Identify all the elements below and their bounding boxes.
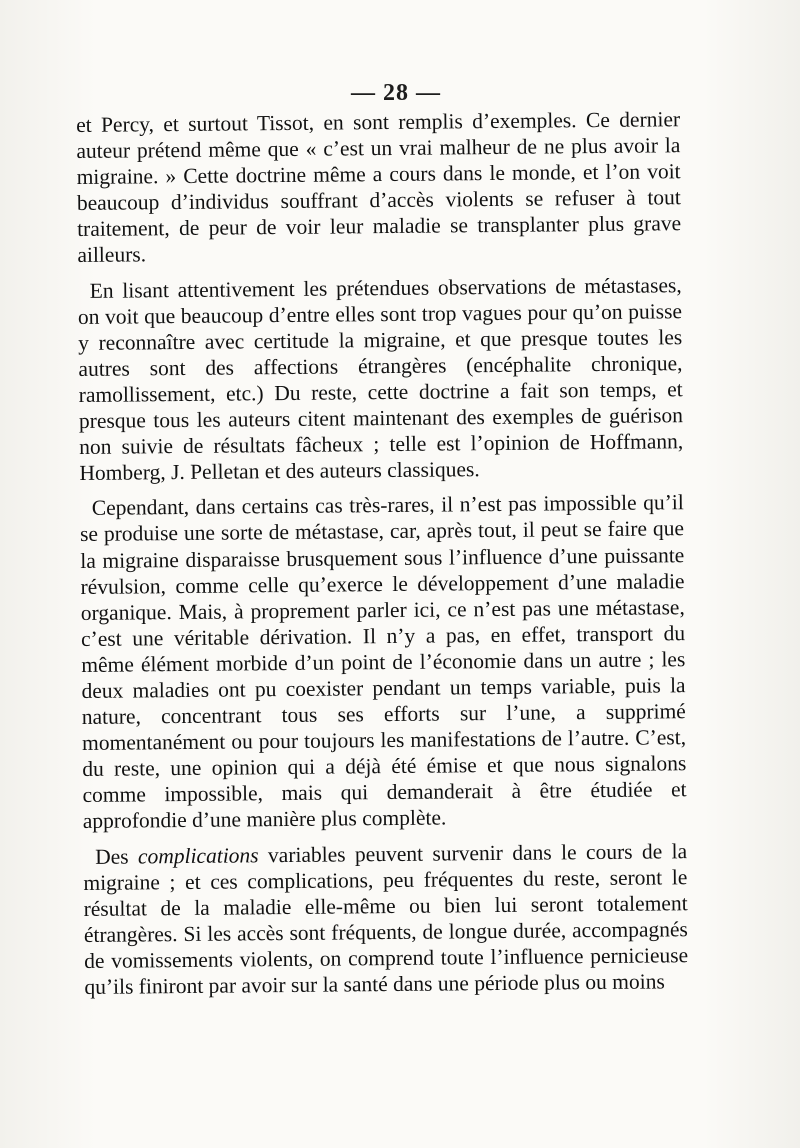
paragraph-4-emphasis: complications — [137, 842, 259, 868]
bleed-through — [722, 8, 792, 128]
paragraph-1: et Percy, et surtout Tissot, en sont remplis d’exemples. Ce dernier auteur prétend même que « c’est un vrai malheur de ne plus avoir la migraine. » Cette doctrine même a cours dans le monde, et l’on voit beaucoup d’individus souffrant d’accès violents se refuser à tout traitement, de peur de voir leur maladie se transplanter plus grave ailleurs. — [76, 107, 682, 268]
paragraph-4-rest: variables peuvent survenir dans le cours de la migraine ; et ces complications, peu fréquentes du reste, seront le résultat de la maladie elle-même ou bien lui seront totalement étrangères. Si les accès sont fréquents, de longue durée, accompagnés de vomissements violents, on comprend toute l’influence pernicieuse qu’ils finiront par avoir sur la santé dans une période plus ou moins — [83, 838, 689, 999]
text-block — [76, 106, 688, 1000]
paragraph-2: En lisant attentivement les prétendues observations de métastases, on voit que beaucoup d’entre elles sont trop vagues pour qu’on puisse y reconnaître avec certitude la migraine, et que presque toutes les autres sont des affections étrangères (encéphalite chronique, ramollissement, etc.) Du reste, cette doctrine a fait son temps, et presque tous les auteurs citent maintenant des exemples de guérison non suivie de résultats fâcheux ; telle est l’opinion de Hoffmann, Homberg, J. Pelletan et des auteurs classiques. — [77, 272, 684, 486]
paragraph-3: Cependant, dans certains cas très-rares, il n’est pas impossible qu’il se produise une sorte de métastase, car, après tout, il peut se faire que la migraine disparaisse brusquement sous l’influence d’une puissante révulsion, comme celle qu’exerce le développement d’une maladie organique. Mais, à proprement parler ici, ce n’est pas une métastase, c’est une véritable dérivation. Il n’y a pas, en effet, transport du même élément morbide d’un point de l’économie dans un autre ; les deux maladies ont pu coexister pendant un temps variable, puis la nature, concentrant tous ses efforts sur l’une, a supprimé momentanément ou pour toujours les manifestations de l’autre. C’est, du reste, une opinion qui a déjà été émise et que nous signalons comme impossible, mais qui demanderait à être étudiée et approfondie d’une manière plus complète. — [79, 490, 687, 834]
paragraph-4-lead: Des — [95, 843, 139, 869]
paragraph-4 — [83, 838, 688, 1000]
page-number: — 28 — — [351, 80, 441, 106]
